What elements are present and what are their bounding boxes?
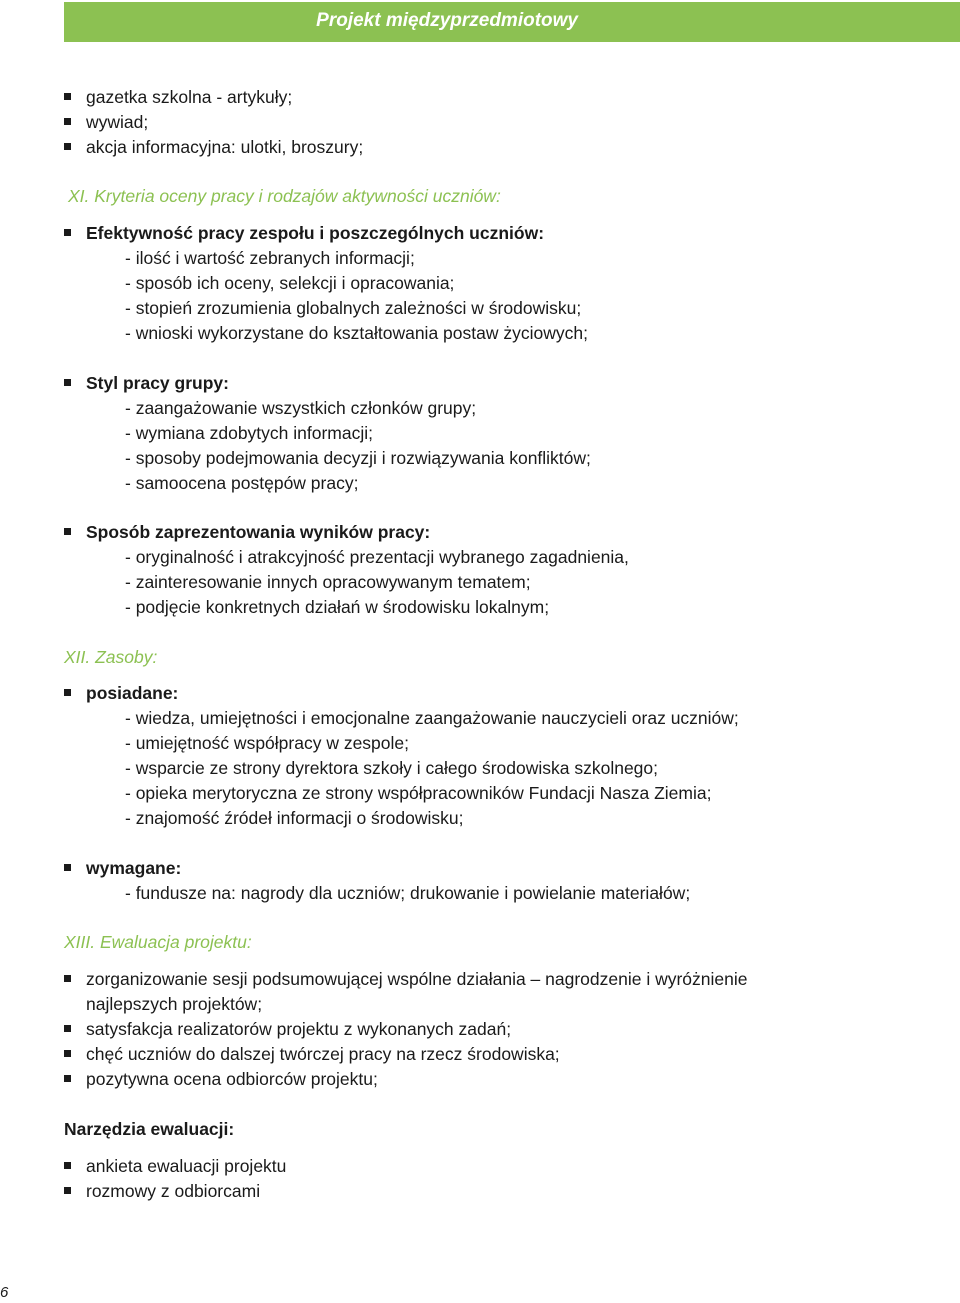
tools-heading: Narzędzia ewaluacji: [64, 1119, 235, 1139]
group-line: - podjęcie konkretnych działań w środowisku lokalnym; [125, 597, 550, 617]
group-line: - wsparcie ze strony dyrektora szkoły i całego środowiska szkolnego; [125, 758, 658, 778]
group-line: - opieka merytoryczna ze strony współpracowników Fundacji Nasza Ziemia; [125, 783, 712, 803]
group-line: - ilość i wartość zebranych informacji; [125, 248, 415, 268]
bullet-icon [64, 1187, 71, 1194]
bullet-icon [64, 229, 71, 236]
header-banner [64, 2, 960, 42]
group-title: Efektywność pracy zespołu i poszczególnych uczniów: [86, 223, 545, 243]
bullet-icon [64, 379, 71, 386]
group-line: - fundusze na: nagrody dla uczniów; drukowanie i powielanie materiałów; [125, 883, 691, 903]
list-item: satysfakcja realizatorów projektu z wykonanych zadań; [86, 1019, 512, 1039]
group-line: - stopień zrozumienia globalnych zależności w środowisku; [125, 298, 582, 318]
group-line: - wymiana zdobytych informacji; [125, 423, 373, 443]
list-item: chęć uczniów do dalszej twórczej pracy na rzecz środowiska; [86, 1044, 560, 1064]
page-number: 6 [0, 1284, 9, 1301]
group-line: - znajomość źródeł informacji o środowisku; [125, 808, 464, 828]
bullet-icon [64, 1050, 71, 1057]
list-item: ankieta ewaluacji projektu [86, 1156, 287, 1176]
bullet-icon [64, 528, 71, 535]
bullet-icon [64, 1075, 71, 1082]
group-title: posiadane: [86, 683, 179, 703]
bullet-icon [64, 864, 71, 871]
bullet-icon [64, 975, 71, 982]
section-heading: XI. Kryteria oceny pracy i rodzajów aktywności uczniów: [68, 186, 501, 206]
group-line: - zainteresowanie innych opracowywanym tematem; [125, 572, 531, 592]
group-title: wymagane: [86, 858, 182, 878]
list-item: zorganizowanie sesji podsumowującej wspólne działania – nagrodzenie i wyróżnienie [86, 969, 748, 989]
bullet-icon [64, 1025, 71, 1032]
group-line: - wiedza, umiejętności i emocjonalne zaangażowanie nauczycieli oraz uczniów; [125, 708, 739, 728]
list-item-continuation: najlepszych projektów; [86, 994, 263, 1014]
group-line: - sposoby podejmowania decyzji i rozwiązywania konfliktów; [125, 448, 591, 468]
intro-item: wywiad; [86, 112, 149, 132]
bullet-icon [64, 1162, 71, 1169]
list-item: rozmowy z odbiorcami [86, 1181, 261, 1201]
bullet-icon [64, 143, 71, 150]
group-line: - samoocena postępów pracy; [125, 473, 359, 493]
group-line: - wnioski wykorzystane do kształtowania postaw życiowych; [125, 323, 588, 343]
intro-item: akcja informacyjna: ulotki, broszury; [86, 137, 364, 157]
section-heading: XII. Zasoby: [64, 647, 158, 667]
bullet-icon [64, 93, 71, 100]
group-line: - sposób ich oceny, selekcji i opracowania; [125, 273, 455, 293]
group-line: - zaangażowanie wszystkich członków grupy; [125, 398, 477, 418]
bullet-icon [64, 689, 71, 696]
section-heading: XIII. Ewaluacja projektu: [64, 932, 252, 952]
header-title: Projekt międzyprzedmiotowy [316, 10, 578, 31]
group-line: - oryginalność i atrakcyjność prezentacji wybranego zagadnienia, [125, 547, 629, 567]
group-title: Styl pracy grupy: [86, 373, 229, 393]
intro-item: gazetka szkolna - artykuły; [86, 87, 293, 107]
bullet-icon [64, 118, 71, 125]
group-title: Sposób zaprezentowania wyników pracy: [86, 522, 431, 542]
list-item: pozytywna ocena odbiorców projektu; [86, 1069, 378, 1089]
group-line: - umiejętność współpracy w zespole; [125, 733, 410, 753]
